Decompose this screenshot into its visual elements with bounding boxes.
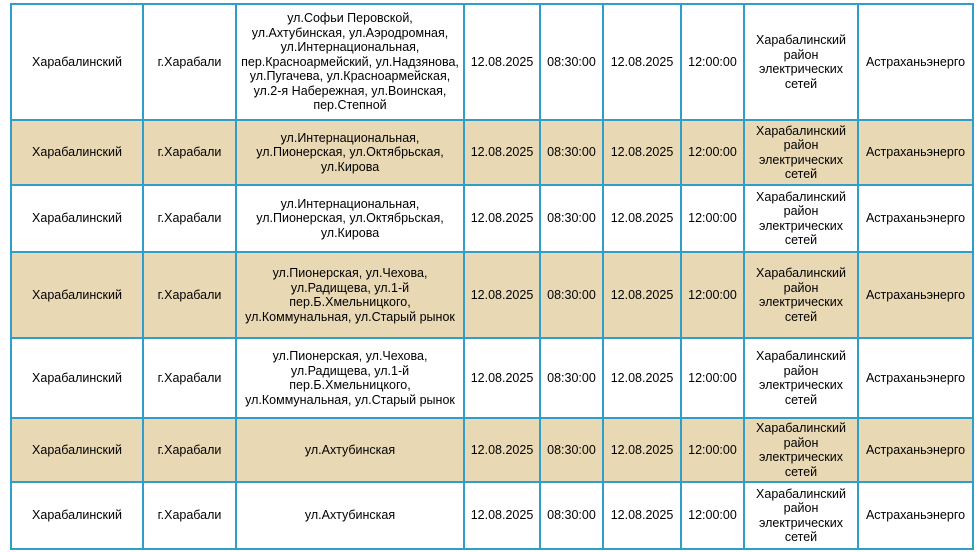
cell-start-date: 12.08.2025 <box>464 418 540 482</box>
cell-end-time: 12:00:00 <box>681 252 744 338</box>
cell-end-time: 12:00:00 <box>681 120 744 185</box>
cell-district: Харабалинский <box>11 4 143 120</box>
cell-end-date: 12.08.2025 <box>603 4 681 120</box>
cell-district: Харабалинский <box>11 252 143 338</box>
cell-streets: ул.Софьи Перовской, ул.Ахтубинская, ул.Аэродромная, ул.Интернациональная, пер.Красноармейский, ул.Надзянова, ул.Пугачева, ул.Красноармейская, ул.2-я Набережная, ул.Воинская, пер.Степной <box>236 4 464 120</box>
cell-streets: ул.Ахтубинская <box>236 418 464 482</box>
table-row <box>11 252 973 338</box>
cell-end-date: 12.08.2025 <box>603 252 681 338</box>
cell-start-date: 12.08.2025 <box>464 482 540 549</box>
cell-streets: ул.Пионерская, ул.Чехова, ул.Радищева, ул.1-й пер.Б.Хмельницкого, ул.Коммунальная, ул.Старый рынок <box>236 338 464 418</box>
cell-end-time: 12:00:00 <box>681 338 744 418</box>
cell-end-time: 12:00:00 <box>681 482 744 549</box>
table-row <box>11 482 973 549</box>
cell-company: Астраханьэнерго <box>858 120 973 185</box>
table-row <box>11 4 973 120</box>
cell-streets: ул.Пионерская, ул.Чехова, ул.Радищева, ул.1-й пер.Б.Хмельницкого, ул.Коммунальная, ул.Старый рынок <box>236 252 464 338</box>
cell-company: Астраханьэнерго <box>858 418 973 482</box>
table-row <box>11 185 973 252</box>
cell-company: Астраханьэнерго <box>858 4 973 120</box>
cell-city: г.Харабали <box>143 338 236 418</box>
cell-start-time: 08:30:00 <box>540 482 603 549</box>
cell-start-date: 12.08.2025 <box>464 4 540 120</box>
cell-end-time: 12:00:00 <box>681 418 744 482</box>
cell-district: Харабалинский <box>11 482 143 549</box>
outage-table <box>10 3 974 550</box>
cell-streets: ул.Интернациональная, ул.Пионерская, ул.Октябрьская, ул.Кирова <box>236 185 464 252</box>
cell-company: Астраханьэнерго <box>858 338 973 418</box>
cell-company: Астраханьэнерго <box>858 252 973 338</box>
cell-city: г.Харабали <box>143 482 236 549</box>
cell-organization: Харабалинский район электрических сетей <box>744 4 858 120</box>
cell-district: Харабалинский <box>11 338 143 418</box>
cell-end-time: 12:00:00 <box>681 4 744 120</box>
cell-city: г.Харабали <box>143 120 236 185</box>
cell-city: г.Харабали <box>143 4 236 120</box>
cell-start-date: 12.08.2025 <box>464 120 540 185</box>
cell-district: Харабалинский <box>11 418 143 482</box>
cell-start-time: 08:30:00 <box>540 252 603 338</box>
cell-company: Астраханьэнерго <box>858 482 973 549</box>
table-row <box>11 120 973 185</box>
cell-organization: Харабалинский район электрических сетей <box>744 252 858 338</box>
cell-streets: ул.Интернациональная, ул.Пионерская, ул.Октябрьская, ул.Кирова <box>236 120 464 185</box>
cell-start-time: 08:30:00 <box>540 120 603 185</box>
cell-streets: ул.Ахтубинская <box>236 482 464 549</box>
cell-start-date: 12.08.2025 <box>464 338 540 418</box>
cell-district: Харабалинский <box>11 120 143 185</box>
cell-start-date: 12.08.2025 <box>464 185 540 252</box>
cell-city: г.Харабали <box>143 185 236 252</box>
cell-organization: Харабалинский район электрических сетей <box>744 120 858 185</box>
cell-start-time: 08:30:00 <box>540 185 603 252</box>
table-row <box>11 338 973 418</box>
cell-end-date: 12.08.2025 <box>603 120 681 185</box>
cell-district: Харабалинский <box>11 185 143 252</box>
cell-end-date: 12.08.2025 <box>603 482 681 549</box>
cell-organization: Харабалинский район электрических сетей <box>744 482 858 549</box>
cell-city: г.Харабали <box>143 252 236 338</box>
cell-end-date: 12.08.2025 <box>603 185 681 252</box>
cell-start-time: 08:30:00 <box>540 4 603 120</box>
cell-start-date: 12.08.2025 <box>464 252 540 338</box>
cell-organization: Харабалинский район электрических сетей <box>744 185 858 252</box>
cell-end-date: 12.08.2025 <box>603 418 681 482</box>
cell-start-time: 08:30:00 <box>540 338 603 418</box>
cell-start-time: 08:30:00 <box>540 418 603 482</box>
cell-organization: Харабалинский район электрических сетей <box>744 418 858 482</box>
cell-end-time: 12:00:00 <box>681 185 744 252</box>
cell-company: Астраханьэнерго <box>858 185 973 252</box>
cell-end-date: 12.08.2025 <box>603 338 681 418</box>
table-row <box>11 418 973 482</box>
cell-organization: Харабалинский район электрических сетей <box>744 338 858 418</box>
cell-city: г.Харабали <box>143 418 236 482</box>
